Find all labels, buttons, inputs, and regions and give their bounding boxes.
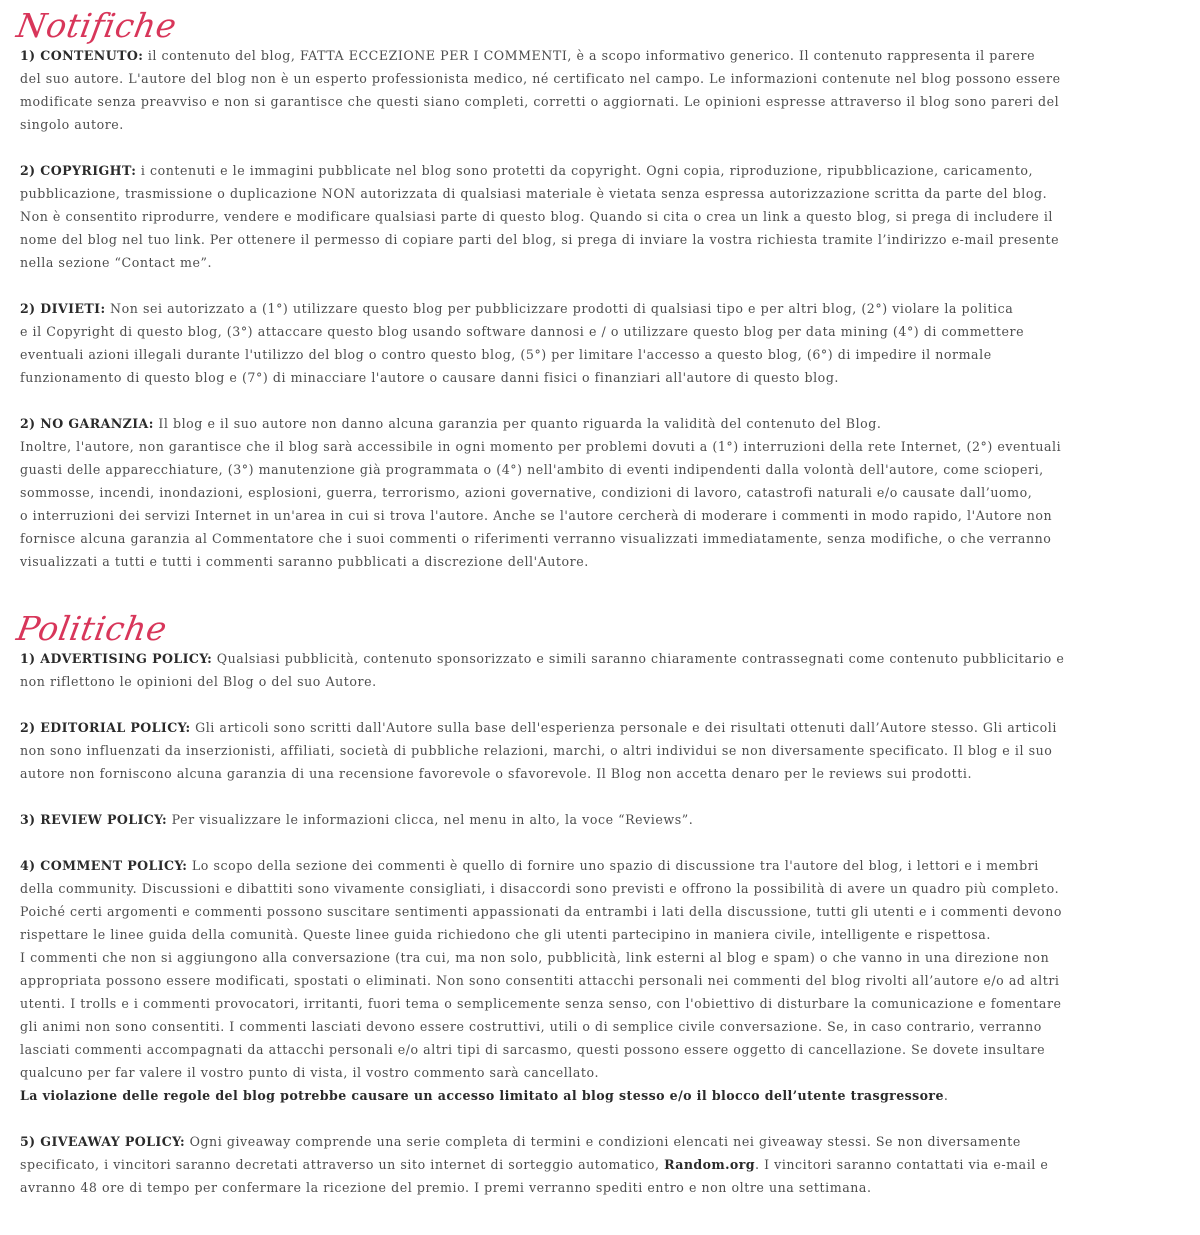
notice-line: pubblicazione, trasmissione o duplicazione NON autorizzata di qualsiasi materiale è vietata senza espressa autorizzazione scritta da parte del blog. bbox=[20, 186, 1048, 201]
notice-label: 2) NO GARANZIA: bbox=[20, 416, 154, 431]
notice-line: Il blog e il suo autore non danno alcuna garanzia per quanto riguarda la validità del contenuto del Blog. bbox=[153, 416, 882, 431]
section-spacer bbox=[20, 573, 1180, 611]
notice-line: fornisce alcuna garanzia al Commentatore che i suoi commenti o riferimenti verranno visualizzati immediatamente, senza modifiche, o che verranno bbox=[20, 531, 1052, 546]
policy-giveaway bbox=[20, 1130, 1180, 1199]
policy-label: 5) GIVEAWAY POLICY: bbox=[20, 1134, 186, 1149]
notice-label: 1) CONTENUTO: bbox=[20, 48, 144, 63]
policy-line: avranno 48 ore di tempo per confermare la ricezione del premio. I premi verranno spediti entro e non oltre una settimana. bbox=[20, 1180, 872, 1195]
notice-line: e il Copyright di questo blog, (3°) attaccare questo blog usando software dannosi e / o utilizzare questo blog per data mining (4°) di commettere bbox=[20, 324, 1025, 339]
policy-line: . bbox=[943, 1088, 949, 1103]
policy-line: gli animi non sono consentiti. I commenti lasciati devono essere costruttivi, utili o di semplice civile conversazione. Se, in caso contrario, verranno bbox=[20, 1019, 1042, 1034]
spacer bbox=[20, 274, 1180, 297]
spacer bbox=[20, 785, 1180, 808]
policy-line: appropriata possono essere modificati, spostati o eliminati. Non sono consentiti attacchi personali nei commenti del blog rivolti all’autore e/o ad altri bbox=[20, 973, 1060, 988]
notice-line: il contenuto del blog, FATTA ECCEZIONE PER I COMMENTI, è a scopo informativo generico. Il contenuto rappresenta il parere bbox=[143, 48, 1036, 63]
policy-line: non sono influenzati da inserzionisti, affiliati, società di pubbliche relazioni, marchi, o altri individui se non diversamente specificato. Il blog e il suo bbox=[20, 743, 1053, 758]
random-org-link[interactable]: Random.org bbox=[664, 1157, 755, 1172]
policy-line: rispettare le linee guida della comunità. Queste linee guida richiedono che gli utenti partecipino in maniera civile, intelligente e rispettosa. bbox=[20, 927, 991, 942]
notice-divieti bbox=[20, 297, 1180, 389]
notice-label: 2) COPYRIGHT: bbox=[20, 163, 137, 178]
spacer bbox=[20, 1107, 1180, 1130]
notice-line: visualizzati a tutti e tutti i commenti saranno pubblicati a discrezione dell'Autore. bbox=[20, 554, 589, 569]
policy-line: Ogni giveaway comprende una serie completa di termini e condizioni elencati nei giveaway stessi. Se non diversamente bbox=[185, 1134, 1021, 1149]
policy-line: I commenti che non si aggiungono alla conversazione (tra cui, ma non solo, pubblicità, link esterni al blog e spam) o che vanno in una direzione non bbox=[20, 950, 1050, 965]
notifiche-title: Notifiche bbox=[13, 6, 180, 45]
policy-editorial bbox=[20, 716, 1180, 785]
notice-copyright bbox=[20, 159, 1180, 274]
notice-line: sommosse, incendi, inondazioni, esplosioni, guerra, terrorismo, azioni governative, condizioni di lavoro, catastrofi naturali e/o causate dall’uomo, bbox=[20, 485, 1033, 500]
policy-page bbox=[13, 6, 1180, 1199]
policy-violation-warning: La violazione delle regole del blog potrebbe causare un accesso limitato al blog stesso e/o il blocco dell’utente trasgressore bbox=[20, 1088, 944, 1103]
spacer bbox=[20, 136, 1180, 159]
policy-comment bbox=[20, 854, 1180, 1107]
policy-label: 2) EDITORIAL POLICY: bbox=[20, 720, 191, 735]
notice-line: funzionamento di questo blog e (7°) di minacciare l'autore o causare danni fisici o finanziari all'autore di questo blog. bbox=[20, 370, 839, 385]
notice-contenuto bbox=[20, 44, 1180, 136]
spacer bbox=[20, 389, 1180, 412]
policy-label: 3) REVIEW POLICY: bbox=[20, 812, 168, 827]
policy-review bbox=[20, 808, 1180, 831]
notice-line: del suo autore. L'autore del blog non è un esperto professionista medico, né certificato nel campo. Le informazioni contenute nel blog possono essere bbox=[20, 71, 1061, 86]
notice-line: o interruzioni dei servizi Internet in un'area in cui si trova l'autore. Anche se l'autore cercherà di moderare i commenti in modo rapido, l'Autore non bbox=[20, 508, 1053, 523]
notice-line: modificate senza preavviso e non si garantisce che questi siano completi, corretti o aggiornati. Le opinioni espresse attraverso il blog sono pareri del bbox=[20, 94, 1060, 109]
policy-line: Gli articoli sono scritti dall'Autore sulla base dell'esperienza personale e dei risultati ottenuti dall’Autore stesso. Gli articoli bbox=[190, 720, 1057, 735]
policy-line: utenti. I trolls e i commenti provocatori, irritanti, fuori tema o semplicemente senza senso, con l'obiettivo di disturbare la comunicazione e fomentare bbox=[20, 996, 1062, 1011]
notice-line: guasti delle apparecchiature, (3°) manutenzione già programmata o (4°) nell'ambito di eventi indipendenti dalla volontà dell'autore, come scioperi, bbox=[20, 462, 1044, 477]
notice-line: Non sei autorizzato a (1°) utilizzare questo blog per pubblicizzare prodotti di qualsiasi tipo e per altri blog, (2°) violare la politica bbox=[105, 301, 1014, 316]
policy-line: specificato, i vincitori saranno decretati attraverso un sito internet di sorteggio automatico, bbox=[20, 1157, 665, 1172]
policy-line: non riflettono le opinioni del Blog o del suo Autore. bbox=[20, 674, 377, 689]
policy-line: autore non forniscono alcuna garanzia di una recensione favorevole o sfavorevole. Il Blog non accetta denaro per le reviews sui prodotti. bbox=[20, 766, 973, 781]
policy-advertising bbox=[20, 647, 1180, 693]
notice-line: nella sezione “Contact me”. bbox=[20, 255, 212, 270]
policy-line: della community. Discussioni e dibattiti sono vivamente consigliati, i disaccordi sono previsti e offrono la possibilità di avere un quadro più completo. bbox=[20, 881, 1060, 896]
policy-line: Lo scopo della sezione dei commenti è quello di fornire uno spazio di discussione tra l'autore del blog, i lettori e i membri bbox=[187, 858, 1039, 873]
notice-line: singolo autore. bbox=[20, 117, 124, 132]
policy-label: 4) COMMENT POLICY: bbox=[20, 858, 188, 873]
policy-line: Poiché certi argomenti e commenti possono suscitare sentimenti appassionati da entrambi i lati della discussione, tutti gli utenti e i commenti devono bbox=[20, 904, 1062, 919]
notice-label: 2) DIVIETI: bbox=[20, 301, 106, 316]
spacer bbox=[20, 831, 1180, 854]
policy-line: Qualsiasi pubblicità, contenuto sponsorizzato e simili saranno chiaramente contrassegnati come contenuto pubblicitario e bbox=[212, 651, 1065, 666]
policy-label: 1) ADVERTISING POLICY: bbox=[20, 651, 213, 666]
notice-line: eventuali azioni illegali durante l'utilizzo del blog o contro questo blog, (5°) per limitare l'accesso a questo blog, (6°) di impedire il normale bbox=[20, 347, 992, 362]
policy-line: lasciati commenti accompagnati da attacchi personali e/o altri tipi di sarcasmo, questi possono essere oggetto di cancellazione. Se dovete insultare bbox=[20, 1042, 1046, 1057]
politiche-title: Politiche bbox=[13, 609, 171, 648]
notice-line: Non è consentito riprodurre, vendere e modificare qualsiasi parte di questo blog. Quando si cita o crea un link a questo blog, si prega di includere il bbox=[20, 209, 1054, 224]
notice-line: Inoltre, l'autore, non garantisce che il blog sarà accessibile in ogni momento per problemi dovuti a (1°) interruzioni della rete Internet, (2°) eventuali bbox=[20, 439, 1062, 454]
notice-no-garanzia bbox=[20, 412, 1180, 573]
policy-line: Per visualizzare le informazioni clicca, nel menu in alto, la voce “Reviews”. bbox=[167, 812, 694, 827]
policy-line: . I vincitori saranno contattati via e-mail e bbox=[754, 1157, 1049, 1172]
notice-line: nome del blog nel tuo link. Per ottenere il permesso di copiare parti del blog, si prega di inviare la vostra richiesta tramite l’indirizzo e-mail presente bbox=[20, 232, 1060, 247]
policy-line: qualcuno per far valere il vostro punto di vista, il vostro commento sarà cancellato. bbox=[20, 1065, 600, 1080]
spacer bbox=[20, 693, 1180, 716]
notice-line: i contenuti e le immagini pubblicate nel blog sono protetti da copyright. Ogni copia, riproduzione, ripubblicazione, caricamento, bbox=[136, 163, 1034, 178]
